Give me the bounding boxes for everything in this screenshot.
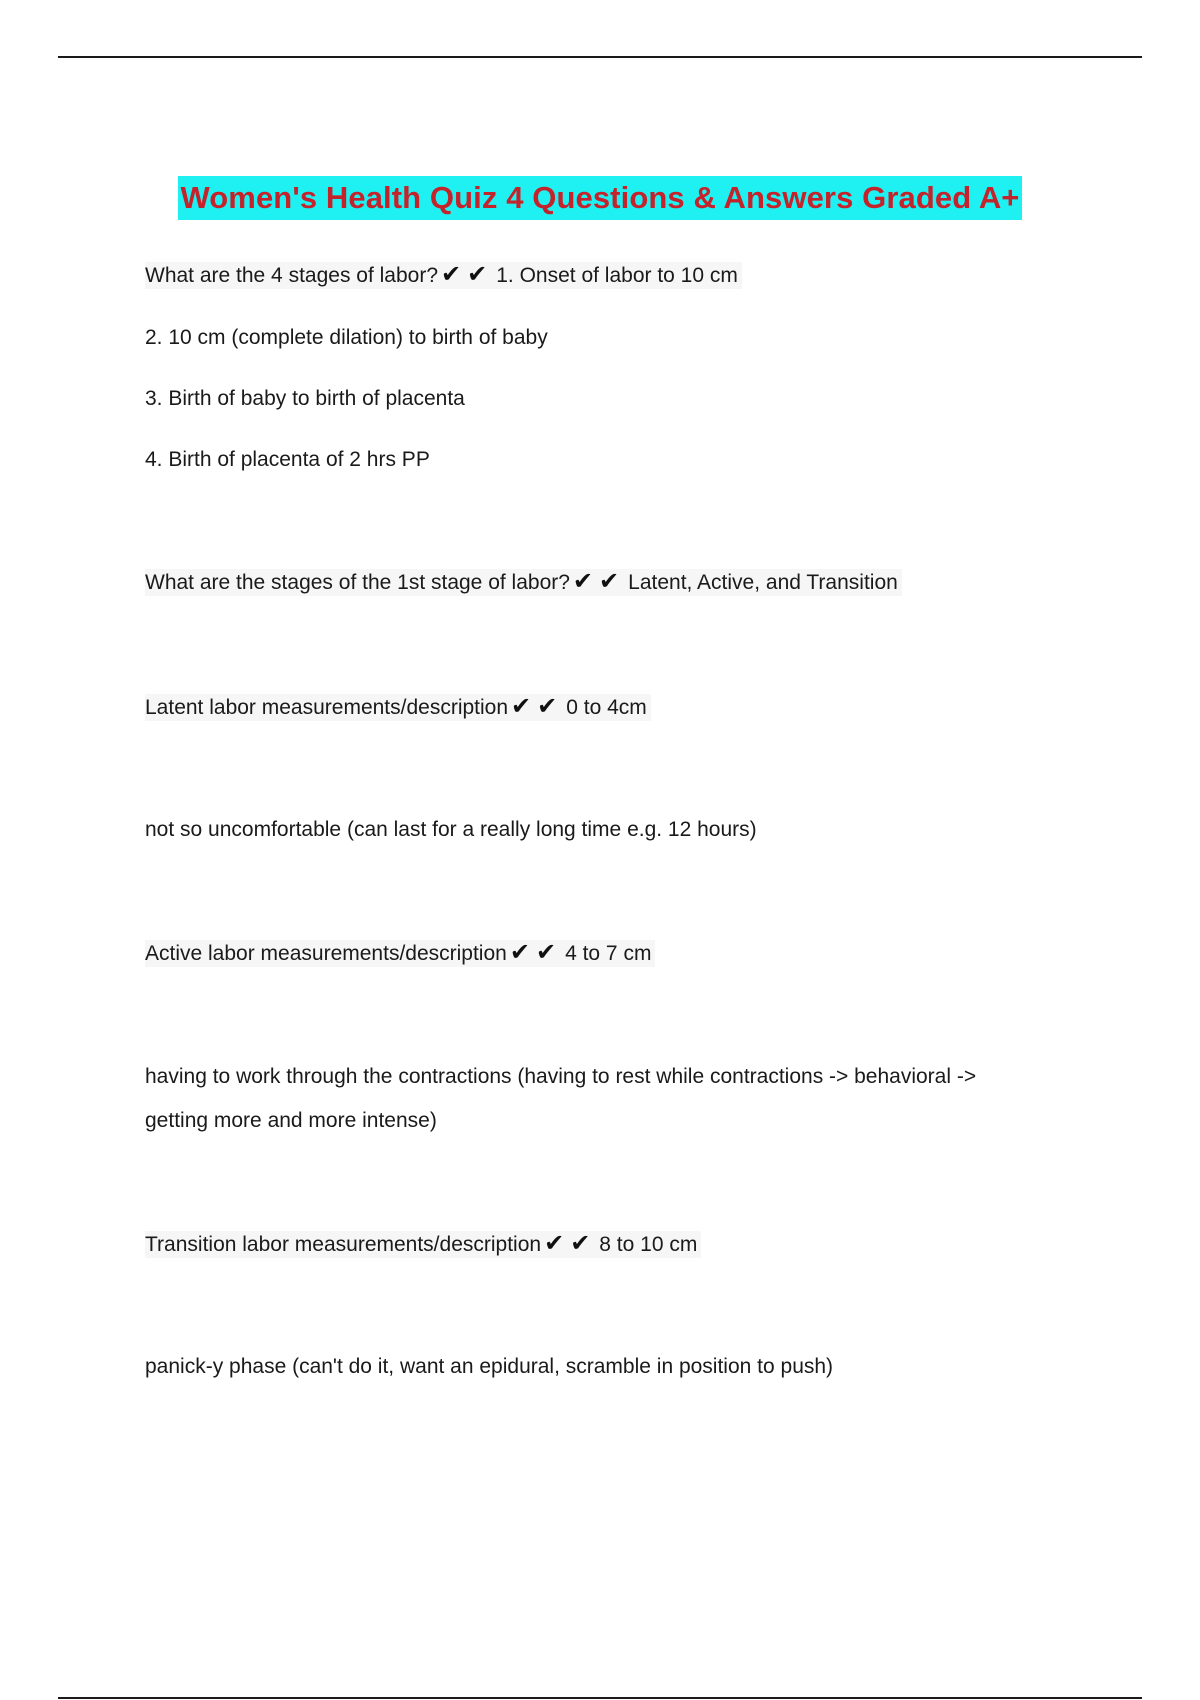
top-rule bbox=[58, 56, 1142, 58]
question-text: Latent labor measurements/description bbox=[145, 696, 509, 719]
answer-line: not so uncomfortable (can last for a really long time e.g. 12 hours) bbox=[145, 818, 757, 841]
qa-item-5 bbox=[145, 1228, 701, 1261]
answer-line: 3. Birth of baby to birth of placenta bbox=[145, 387, 465, 410]
qa-line bbox=[145, 262, 742, 289]
answer-line: 4. Birth of placenta of 2 hrs PP bbox=[145, 448, 430, 471]
bottom-rule bbox=[58, 1697, 1142, 1699]
question-text: Transition labor measurements/description bbox=[145, 1233, 542, 1256]
qa-item-2 bbox=[145, 566, 902, 599]
question-text: Active labor measurements/description bbox=[145, 942, 507, 965]
qa-line bbox=[145, 1231, 701, 1258]
answer-text: 8 to 10 cm bbox=[599, 1233, 698, 1256]
check-icon: ✔ bbox=[441, 261, 462, 288]
qa-line bbox=[145, 940, 655, 967]
qa-item-3 bbox=[145, 691, 651, 724]
answer-text: 0 to 4cm bbox=[566, 696, 647, 719]
check-icon: ✔ bbox=[537, 693, 558, 720]
check-icon: ✔ bbox=[544, 1230, 565, 1257]
check-icon: ✔ bbox=[599, 568, 620, 595]
answer-line: having to work through the contractions (having to rest while contractions -> behavioral -> bbox=[145, 1065, 977, 1088]
check-icon: ✔ bbox=[570, 1230, 591, 1257]
answer-line: 2. 10 cm (complete dilation) to birth of baby bbox=[145, 326, 548, 349]
check-icon: ✔ bbox=[511, 693, 532, 720]
title-block bbox=[0, 176, 1200, 220]
qa-line bbox=[145, 694, 651, 721]
check-icon: ✔ bbox=[509, 939, 530, 966]
answer-line: getting more and more intense) bbox=[145, 1109, 437, 1132]
question-text: What are the 4 stages of labor? bbox=[145, 264, 439, 287]
answer-text: 4 to 7 cm bbox=[565, 942, 652, 965]
check-icon: ✔ bbox=[572, 568, 594, 595]
check-icon: ✔ bbox=[535, 939, 557, 966]
check-icon: ✔ bbox=[467, 261, 488, 288]
answer-text: 1. Onset of labor to 10 cm bbox=[496, 264, 738, 287]
qa-item-1 bbox=[145, 259, 742, 292]
answer-text: Latent, Active, and Transition bbox=[628, 571, 898, 594]
document-title: Women's Health Quiz 4 Questions & Answers Graded A+ bbox=[178, 176, 1021, 220]
answer-line: panick-y phase (can't do it, want an epidural, scramble in position to push) bbox=[145, 1355, 834, 1378]
qa-item-4 bbox=[145, 937, 655, 970]
qa-line bbox=[145, 569, 902, 596]
question-text: What are the stages of the 1st stage of labor? bbox=[145, 571, 570, 594]
